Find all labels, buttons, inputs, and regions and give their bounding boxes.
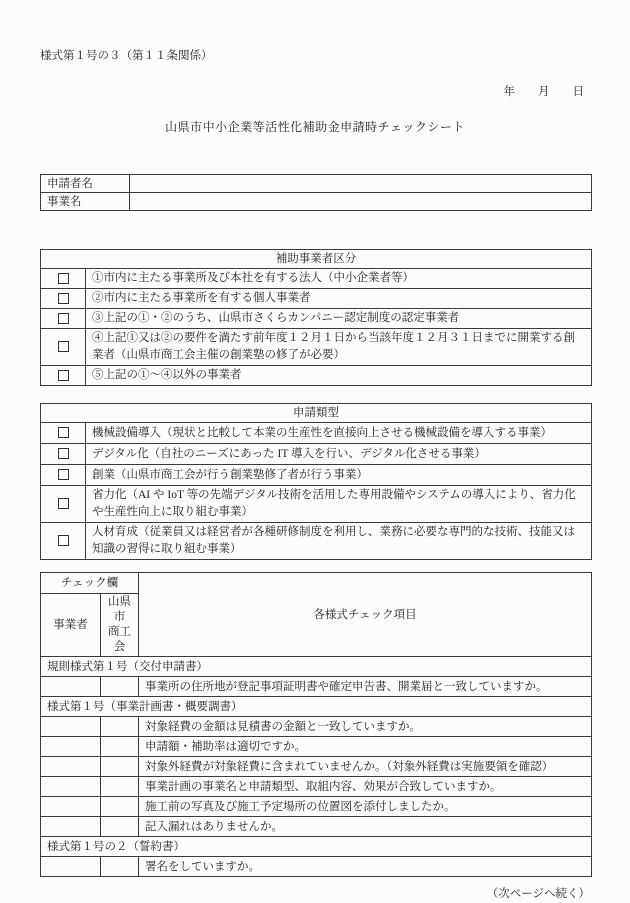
checkbox-row bbox=[41, 269, 592, 289]
date-line: 年 月 日 bbox=[503, 86, 584, 98]
applicant-check-cell[interactable] bbox=[41, 677, 101, 697]
category-table-body bbox=[41, 269, 592, 386]
chamber-line-1: 山県市 bbox=[108, 596, 131, 623]
applicant-check-cell[interactable] bbox=[41, 817, 101, 837]
checkbox-row-text: ④上記①又は②の要件を満たす前年度１２月１日から当該年度１２月３１日までに開業する創業者（山県市商工会主催の創業塾の修了が必要） bbox=[86, 329, 592, 366]
applicant-column-header: 事業者 bbox=[41, 594, 101, 657]
checkbox-cell[interactable] bbox=[41, 423, 86, 444]
check-section-title: 様式第１号（事業計画書・概要調書） bbox=[41, 697, 592, 717]
checkbox-row bbox=[41, 486, 592, 523]
check-item-row bbox=[41, 737, 592, 757]
checkbox-row-text: 機械設備導入（現状と比較して本業の生産性を直接向上させる機械設備を導入する事業） bbox=[86, 423, 592, 444]
checkbox-cell[interactable] bbox=[41, 289, 86, 309]
chamber-check-cell[interactable] bbox=[101, 757, 139, 777]
applicant-name-label: 申請者名 bbox=[41, 175, 130, 193]
chamber-check-cell[interactable] bbox=[101, 817, 139, 837]
check-item-text: 事業所の住所地が登記事項証明書や確定申告書、開業届と一致していますか。 bbox=[139, 677, 592, 697]
empty-checkbox-icon[interactable] bbox=[58, 313, 69, 324]
empty-checkbox-icon[interactable] bbox=[58, 535, 69, 546]
checkbox-cell[interactable] bbox=[41, 444, 86, 465]
applicant-check-cell[interactable] bbox=[41, 717, 101, 737]
chamber-check-cell[interactable] bbox=[101, 677, 139, 697]
check-item-row bbox=[41, 797, 592, 817]
type-table-body bbox=[41, 423, 592, 560]
check-item-row bbox=[41, 717, 592, 737]
check-item-text: 施工前の写真及び施工予定場所の位置図を添付しましたか。 bbox=[139, 797, 592, 817]
checkbox-row-text: 創業（山県市商工会が行う創業塾修了者が行う事業） bbox=[86, 465, 592, 486]
check-item-text: 対象外経費が対象経費に含まれていませんか。（対象外経費は実施要領を確認） bbox=[139, 757, 592, 777]
check-column-header: チェック欄 bbox=[41, 573, 139, 594]
applicant-check-cell[interactable] bbox=[41, 797, 101, 817]
form-code: 様式第１号の３（第１１条関係） bbox=[40, 50, 213, 62]
business-name-value[interactable] bbox=[130, 193, 592, 211]
check-item-text: 事業計画の事業名と申請類型、取組内容、効果が合致していますか。 bbox=[139, 777, 592, 797]
check-section-row bbox=[41, 697, 592, 717]
check-item-row bbox=[41, 677, 592, 697]
check-item-row bbox=[41, 817, 592, 837]
checkbox-row bbox=[41, 366, 592, 386]
empty-checkbox-icon[interactable] bbox=[58, 469, 69, 480]
check-item-text: 署名をしていますか。 bbox=[139, 857, 592, 877]
checkbox-row bbox=[41, 523, 592, 560]
check-section-title: 様式第１号の２（誓約書） bbox=[41, 837, 592, 857]
continued-note: （次ページへ続く） bbox=[486, 888, 590, 900]
check-item-row bbox=[41, 777, 592, 797]
application-type-table-title: 申請類型 bbox=[41, 404, 592, 423]
checkbox-row bbox=[41, 444, 592, 465]
empty-checkbox-icon[interactable] bbox=[58, 448, 69, 459]
empty-checkbox-icon[interactable] bbox=[58, 427, 69, 438]
category-table-title: 補助事業者区分 bbox=[41, 250, 592, 269]
checkbox-cell[interactable] bbox=[41, 465, 86, 486]
table-row bbox=[41, 193, 592, 211]
empty-checkbox-icon[interactable] bbox=[58, 341, 69, 352]
checkbox-row-text: ⑤上記の①～④以外の事業者 bbox=[86, 366, 592, 386]
chamber-check-cell[interactable] bbox=[101, 777, 139, 797]
items-column-header: 各様式チェック項目 bbox=[139, 573, 592, 657]
checkbox-row bbox=[41, 423, 592, 444]
check-item-row bbox=[41, 757, 592, 777]
checkbox-row bbox=[41, 309, 592, 329]
check-section-title: 規則様式第１号（交付申請書） bbox=[41, 657, 592, 677]
applicant-check-cell[interactable] bbox=[41, 737, 101, 757]
category-table bbox=[40, 249, 592, 386]
checkbox-row bbox=[41, 465, 592, 486]
applicant-check-cell[interactable] bbox=[41, 857, 101, 877]
checkbox-cell[interactable] bbox=[41, 269, 86, 289]
checkbox-row-text: ①市内に主たる事業所及び本社を有する法人（中小企業者等） bbox=[86, 269, 592, 289]
check-section-row bbox=[41, 657, 592, 677]
empty-checkbox-icon[interactable] bbox=[58, 293, 69, 304]
check-sheet-table bbox=[40, 572, 592, 877]
chamber-column-header bbox=[101, 594, 139, 657]
chamber-check-cell[interactable] bbox=[101, 717, 139, 737]
check-item-text: 申請額・補助率は適切ですか。 bbox=[139, 737, 592, 757]
checkbox-cell[interactable] bbox=[41, 366, 86, 386]
checkbox-cell[interactable] bbox=[41, 309, 86, 329]
page-title: 山県市中小企業等活性化補助金申請時チェックシート bbox=[165, 120, 465, 134]
checkbox-cell[interactable] bbox=[41, 329, 86, 366]
table-row bbox=[41, 175, 592, 193]
checkbox-cell[interactable] bbox=[41, 523, 86, 560]
checkbox-row-text: デジタル化（自社のニーズにあった IT 導入を行い、デジタル化させる事業） bbox=[86, 444, 592, 465]
checkbox-row-text: 人材育成（従業員又は経営者が各種研修制度を利用し、業務に必要な専門的な技術、技能又は知識の習得に取り組む事業） bbox=[86, 523, 592, 560]
check-table-body bbox=[41, 657, 592, 877]
checkbox-row-text: ③上記の①・②のうち、山県市さくらカンパニー認定制度の認定事業者 bbox=[86, 309, 592, 329]
chamber-check-cell[interactable] bbox=[101, 737, 139, 757]
business-name-label: 事業名 bbox=[41, 193, 130, 211]
check-section-row bbox=[41, 837, 592, 857]
chamber-check-cell[interactable] bbox=[101, 857, 139, 877]
check-item-text: 対象経費の金額は見積書の金額と一致していますか。 bbox=[139, 717, 592, 737]
empty-checkbox-icon[interactable] bbox=[58, 370, 69, 381]
applicant-check-cell[interactable] bbox=[41, 777, 101, 797]
applicant-check-cell[interactable] bbox=[41, 757, 101, 777]
checkbox-row-text: 省力化（AI や IoT 等の先端デジタル技術を活用した専用設備やシステムの導入により、省力化や生産性向上に取り組む事業） bbox=[86, 486, 592, 523]
checkbox-row bbox=[41, 329, 592, 366]
checkbox-row bbox=[41, 289, 592, 309]
check-item-row bbox=[41, 857, 592, 877]
empty-checkbox-icon[interactable] bbox=[58, 273, 69, 284]
chamber-check-cell[interactable] bbox=[101, 797, 139, 817]
chamber-line-2: 商工会 bbox=[108, 626, 131, 653]
applicant-table bbox=[40, 174, 592, 211]
application-type-table bbox=[40, 403, 592, 560]
applicant-name-value[interactable] bbox=[130, 175, 592, 193]
check-item-text: 記入漏れはありませんか。 bbox=[139, 817, 592, 837]
empty-checkbox-icon[interactable] bbox=[58, 498, 69, 509]
checkbox-row-text: ②市内に主たる事業所を有する個人事業者 bbox=[86, 289, 592, 309]
checkbox-cell[interactable] bbox=[41, 486, 86, 523]
